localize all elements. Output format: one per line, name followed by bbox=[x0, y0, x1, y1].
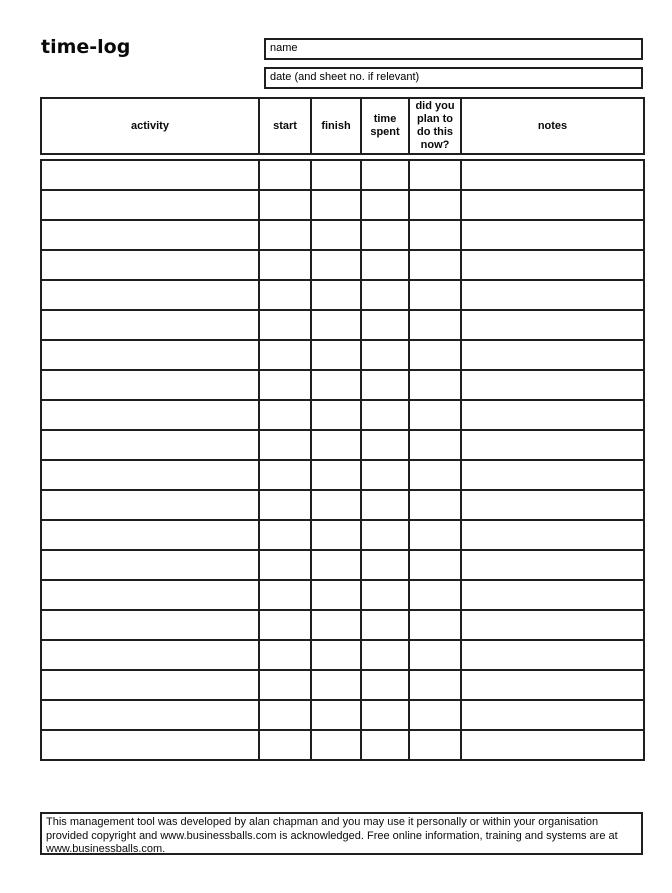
cell-notes[interactable] bbox=[461, 490, 644, 520]
cell-activity[interactable] bbox=[41, 670, 259, 700]
cell-did-you-plan[interactable] bbox=[409, 550, 461, 580]
header-row bbox=[41, 98, 644, 154]
cell-start[interactable] bbox=[259, 520, 311, 550]
cell-did-you-plan[interactable] bbox=[409, 190, 461, 220]
cell-finish[interactable] bbox=[311, 610, 361, 640]
cell-start[interactable] bbox=[259, 340, 311, 370]
cell-did-you-plan[interactable] bbox=[409, 670, 461, 700]
cell-activity[interactable] bbox=[41, 460, 259, 490]
table-row bbox=[41, 640, 644, 670]
cell-start[interactable] bbox=[259, 160, 311, 190]
cell-notes[interactable] bbox=[461, 580, 644, 610]
cell-start[interactable] bbox=[259, 310, 311, 340]
cell-activity[interactable] bbox=[41, 700, 259, 730]
cell-start[interactable] bbox=[259, 610, 311, 640]
cell-time-spent[interactable] bbox=[361, 310, 409, 340]
cell-did-you-plan[interactable] bbox=[409, 370, 461, 400]
cell-notes[interactable] bbox=[461, 220, 644, 250]
cell-activity[interactable] bbox=[41, 610, 259, 640]
table-row bbox=[41, 400, 644, 430]
log-table bbox=[40, 159, 645, 761]
cell-finish[interactable] bbox=[311, 400, 361, 430]
cell-time-spent[interactable] bbox=[361, 580, 409, 610]
cell-notes[interactable] bbox=[461, 160, 644, 190]
table-row bbox=[41, 610, 644, 640]
cell-start[interactable] bbox=[259, 190, 311, 220]
cell-notes[interactable] bbox=[461, 550, 644, 580]
cell-notes[interactable] bbox=[461, 610, 644, 640]
cell-activity[interactable] bbox=[41, 400, 259, 430]
table-row bbox=[41, 580, 644, 610]
column-header-finish: finish bbox=[311, 98, 361, 154]
cell-time-spent[interactable] bbox=[361, 220, 409, 250]
cell-notes[interactable] bbox=[461, 250, 644, 280]
log-table-body bbox=[41, 160, 644, 760]
cell-finish[interactable] bbox=[311, 220, 361, 250]
cell-activity[interactable] bbox=[41, 370, 259, 400]
cell-finish[interactable] bbox=[311, 580, 361, 610]
cell-start[interactable] bbox=[259, 400, 311, 430]
column-header-time-spent: time spent bbox=[361, 98, 409, 154]
cell-notes[interactable] bbox=[461, 280, 644, 310]
cell-time-spent[interactable] bbox=[361, 190, 409, 220]
table-row bbox=[41, 190, 644, 220]
cell-time-spent[interactable] bbox=[361, 640, 409, 670]
cell-finish[interactable] bbox=[311, 430, 361, 460]
cell-notes[interactable] bbox=[461, 730, 644, 760]
cell-activity[interactable] bbox=[41, 550, 259, 580]
cell-activity[interactable] bbox=[41, 730, 259, 760]
cell-time-spent[interactable] bbox=[361, 340, 409, 370]
table-row bbox=[41, 370, 644, 400]
cell-finish[interactable] bbox=[311, 640, 361, 670]
table-row bbox=[41, 550, 644, 580]
cell-notes[interactable] bbox=[461, 520, 644, 550]
column-header-activity: activity bbox=[41, 98, 259, 154]
cell-finish[interactable] bbox=[311, 460, 361, 490]
cell-did-you-plan[interactable] bbox=[409, 460, 461, 490]
cell-activity[interactable] bbox=[41, 640, 259, 670]
cell-finish[interactable] bbox=[311, 370, 361, 400]
name-field-label: name bbox=[270, 42, 298, 54]
cell-finish[interactable] bbox=[311, 550, 361, 580]
cell-activity[interactable] bbox=[41, 250, 259, 280]
table-row bbox=[41, 310, 644, 340]
footer-line: This management tool was developed by alan chapman and you may use it personally or within your organisation bbox=[46, 816, 599, 828]
table-row bbox=[41, 220, 644, 250]
cell-finish[interactable] bbox=[311, 340, 361, 370]
cell-finish[interactable] bbox=[311, 160, 361, 190]
table-row bbox=[41, 250, 644, 280]
cell-time-spent[interactable] bbox=[361, 250, 409, 280]
table-row bbox=[41, 280, 644, 310]
footer-line: provided copyright and www.businessballs.com is acknowledged. Free online information, training and systems are at bbox=[46, 829, 618, 842]
cell-start[interactable] bbox=[259, 220, 311, 250]
cell-did-you-plan[interactable] bbox=[409, 250, 461, 280]
cell-activity[interactable] bbox=[41, 310, 259, 340]
cell-activity[interactable] bbox=[41, 340, 259, 370]
cell-time-spent[interactable] bbox=[361, 430, 409, 460]
cell-did-you-plan[interactable] bbox=[409, 700, 461, 730]
cell-time-spent[interactable] bbox=[361, 400, 409, 430]
cell-finish[interactable] bbox=[311, 670, 361, 700]
table-row bbox=[41, 490, 644, 520]
cell-time-spent[interactable] bbox=[361, 610, 409, 640]
cell-activity[interactable] bbox=[41, 160, 259, 190]
footer-website-link[interactable]: www.businessballs.com. bbox=[46, 843, 166, 855]
cell-finish[interactable] bbox=[311, 250, 361, 280]
cell-start[interactable] bbox=[259, 460, 311, 490]
cell-finish[interactable] bbox=[311, 310, 361, 340]
cell-time-spent[interactable] bbox=[361, 280, 409, 310]
cell-notes[interactable] bbox=[461, 310, 644, 340]
cell-notes[interactable] bbox=[461, 640, 644, 670]
cell-start[interactable] bbox=[259, 490, 311, 520]
date-field[interactable] bbox=[264, 67, 643, 89]
cell-finish[interactable] bbox=[311, 520, 361, 550]
cell-finish[interactable] bbox=[311, 700, 361, 730]
cell-notes[interactable] bbox=[461, 460, 644, 490]
name-field[interactable] bbox=[264, 38, 643, 60]
cell-did-you-plan[interactable] bbox=[409, 160, 461, 190]
column-header-did-you-plan: did you plan to do this now? bbox=[409, 98, 461, 154]
log-table-header bbox=[40, 97, 645, 155]
cell-time-spent[interactable] bbox=[361, 670, 409, 700]
footer-notice bbox=[40, 812, 643, 855]
cell-time-spent[interactable] bbox=[361, 460, 409, 490]
cell-activity[interactable] bbox=[41, 520, 259, 550]
table-row bbox=[41, 520, 644, 550]
cell-activity[interactable] bbox=[41, 220, 259, 250]
cell-start[interactable] bbox=[259, 640, 311, 670]
cell-finish[interactable] bbox=[311, 280, 361, 310]
cell-start[interactable] bbox=[259, 430, 311, 460]
cell-time-spent[interactable] bbox=[361, 700, 409, 730]
table-row bbox=[41, 730, 644, 760]
cell-did-you-plan[interactable] bbox=[409, 220, 461, 250]
cell-notes[interactable] bbox=[461, 370, 644, 400]
cell-notes[interactable] bbox=[461, 700, 644, 730]
cell-notes[interactable] bbox=[461, 400, 644, 430]
cell-did-you-plan[interactable] bbox=[409, 310, 461, 340]
cell-notes[interactable] bbox=[461, 430, 644, 460]
cell-start[interactable] bbox=[259, 580, 311, 610]
cell-finish[interactable] bbox=[311, 490, 361, 520]
cell-start[interactable] bbox=[259, 250, 311, 280]
table-row bbox=[41, 160, 644, 190]
cell-did-you-plan[interactable] bbox=[409, 520, 461, 550]
cell-finish[interactable] bbox=[311, 190, 361, 220]
cell-activity[interactable] bbox=[41, 190, 259, 220]
cell-start[interactable] bbox=[259, 700, 311, 730]
page-title: time-log bbox=[41, 36, 131, 58]
cell-activity[interactable] bbox=[41, 490, 259, 520]
cell-start[interactable] bbox=[259, 370, 311, 400]
cell-did-you-plan[interactable] bbox=[409, 580, 461, 610]
cell-start[interactable] bbox=[259, 280, 311, 310]
cell-time-spent[interactable] bbox=[361, 550, 409, 580]
table-row bbox=[41, 700, 644, 730]
cell-did-you-plan[interactable] bbox=[409, 640, 461, 670]
table-row bbox=[41, 670, 644, 700]
cell-did-you-plan[interactable] bbox=[409, 280, 461, 310]
cell-start[interactable] bbox=[259, 670, 311, 700]
cell-notes[interactable] bbox=[461, 670, 644, 700]
cell-start[interactable] bbox=[259, 730, 311, 760]
cell-activity[interactable] bbox=[41, 430, 259, 460]
cell-notes[interactable] bbox=[461, 190, 644, 220]
table-row bbox=[41, 430, 644, 460]
table-row bbox=[41, 460, 644, 490]
cell-did-you-plan[interactable] bbox=[409, 490, 461, 520]
cell-finish[interactable] bbox=[311, 730, 361, 760]
cell-time-spent[interactable] bbox=[361, 520, 409, 550]
column-header-notes: notes bbox=[461, 98, 644, 154]
cell-did-you-plan[interactable] bbox=[409, 430, 461, 460]
cell-time-spent[interactable] bbox=[361, 160, 409, 190]
cell-notes[interactable] bbox=[461, 340, 644, 370]
cell-did-you-plan[interactable] bbox=[409, 610, 461, 640]
cell-did-you-plan[interactable] bbox=[409, 730, 461, 760]
cell-time-spent[interactable] bbox=[361, 490, 409, 520]
cell-start[interactable] bbox=[259, 550, 311, 580]
cell-activity[interactable] bbox=[41, 580, 259, 610]
cell-time-spent[interactable] bbox=[361, 370, 409, 400]
table-row bbox=[41, 340, 644, 370]
cell-did-you-plan[interactable] bbox=[409, 340, 461, 370]
cell-time-spent[interactable] bbox=[361, 730, 409, 760]
column-header-start: start bbox=[259, 98, 311, 154]
date-field-label: date (and sheet no. if relevant) bbox=[270, 71, 420, 83]
cell-did-you-plan[interactable] bbox=[409, 400, 461, 430]
cell-activity[interactable] bbox=[41, 280, 259, 310]
